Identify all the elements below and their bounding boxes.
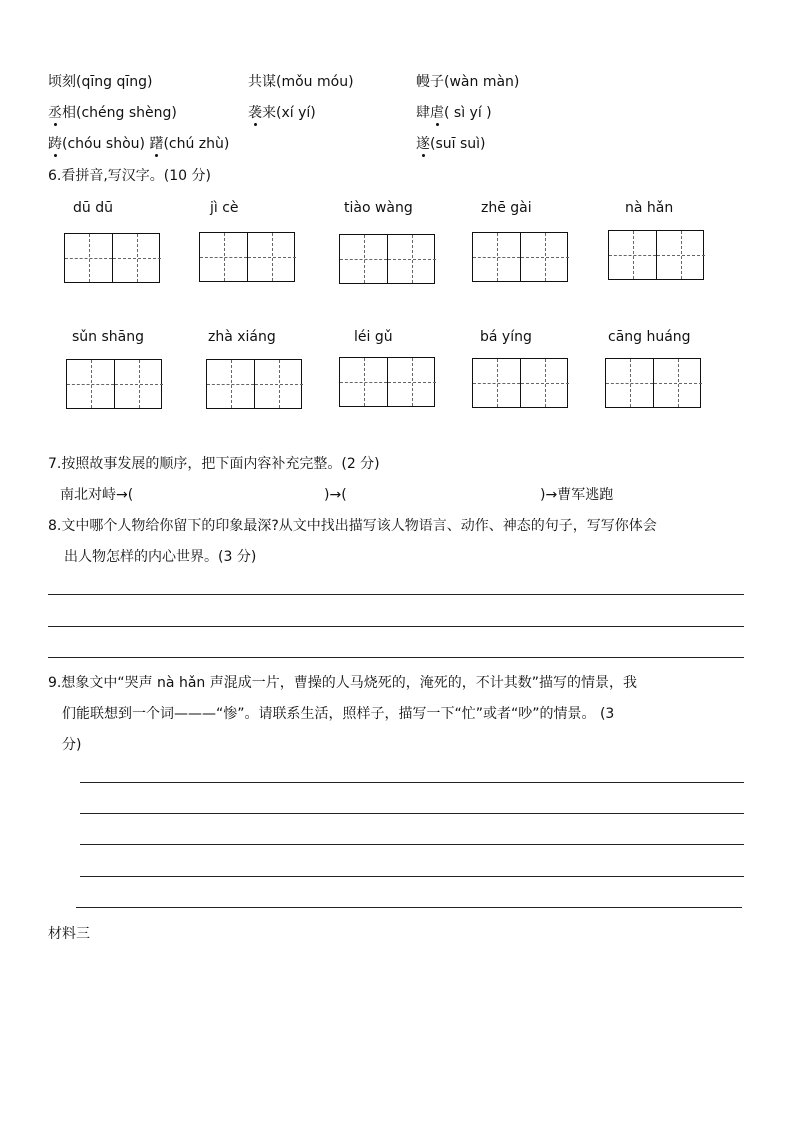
dotted-char: 袭 [248,105,262,121]
vocab-r2-c3 [416,104,492,122]
vocab-r3-c1 [48,135,229,153]
q6-pinyin: sǔn shāng [72,329,144,345]
q6-pinyin: dū dū [73,200,113,216]
q8-line1: 8.文中哪个人物给你留下的印象最深?从文中找出描写该人物语言、动作、神态的句子，写写你体会 [48,518,657,534]
writing-grid[interactable] [206,359,302,409]
vocab-rest: 来 [262,105,276,121]
q6-pinyin: jì cè [210,200,239,216]
vocab-pinyin: (chú zhù) [163,136,230,152]
vocab-r3-c3 [416,135,486,153]
answer-line[interactable] [76,907,742,908]
writing-grid[interactable] [66,359,162,409]
vocab-r1-c3 [416,73,519,91]
dotted-char: 躇 [149,136,164,152]
vocab-pinyin: (chóu shòu) [62,136,145,152]
dotted-char: 遂 [416,136,430,152]
vocab-word: 顷刻 [48,74,76,90]
q6-pinyin: bá yíng [480,329,532,345]
writing-grid[interactable] [605,358,701,408]
writing-grid[interactable] [199,232,295,282]
dotted-char: 虐 [430,105,444,121]
answer-line[interactable] [48,657,744,658]
writing-grid[interactable] [64,233,160,283]
writing-grid[interactable] [472,358,568,408]
vocab-word: 共谋 [248,74,276,90]
answer-line[interactable] [80,844,744,845]
q6-pinyin: zhà xiáng [208,329,276,345]
vocab-prefix: 肆 [416,105,430,121]
q6-pinyin: zhē gài [481,200,532,216]
q7-title: 7.按照故事发展的顺序，把下面内容补充完整。(2 分) [48,456,380,472]
vocab-pinyin: (mǒu móu) [276,74,354,90]
vocab-pinyin: (qīng qīng) [76,74,153,90]
answer-line[interactable] [80,782,744,783]
dotted-char: 丞 [48,105,62,121]
answer-line[interactable] [80,876,744,877]
vocab-pinyin: (xí yí) [276,105,316,121]
q9-line3: 分) [62,737,82,753]
dotted-char: 踌 [48,136,62,152]
q9-line1: 9.想象文中“哭声 nà hǎn 声混成一片，曹操的人马烧死的，淹死的，不计其数”描写的情景，我 [48,675,637,691]
vocab-pinyin: ( sì yí ) [444,105,492,121]
q7-sequence-end: )→曹军逃跑 [540,487,614,503]
q6-pinyin: nà hǎn [625,200,674,216]
q6-pinyin: cāng huáng [608,329,691,345]
section-heading: 材料三 [48,926,90,942]
vocab-rest: 相 [62,105,76,121]
vocab-r2-c2 [248,104,316,122]
vocab-r2-c1 [48,104,177,122]
vocab-r1-c2 [248,73,354,91]
q7-sequence-middle: )→( [324,487,347,503]
q9-line2: 们能联想到一个词———“惨”。请联系生活，照样子，描写一下“忙”或者“吵”的情景。 (3 [62,706,615,722]
vocab-pinyin: (wàn màn) [444,74,520,90]
writing-grid[interactable] [339,357,435,407]
vocab-pinyin: (chéng shèng) [76,105,177,121]
answer-line[interactable] [48,594,744,595]
q8-line2: 出人物怎样的内心世界。(3 分) [64,549,257,565]
writing-grid[interactable] [339,234,435,284]
answer-line[interactable] [80,813,744,814]
writing-grid[interactable] [472,232,568,282]
answer-line[interactable] [48,626,744,627]
vocab-pinyin: (suī suì) [430,136,486,152]
q7-sequence-start: 南北对峙→( [60,487,134,503]
q6-title: 6.看拼音,写汉字。(10 分) [48,168,211,184]
q6-pinyin: léi gǔ [354,329,393,345]
writing-grid[interactable] [608,230,704,280]
q6-pinyin: tiào wàng [344,200,413,216]
vocab-word: 幔子 [416,74,444,90]
vocab-r1-c1 [48,73,152,91]
